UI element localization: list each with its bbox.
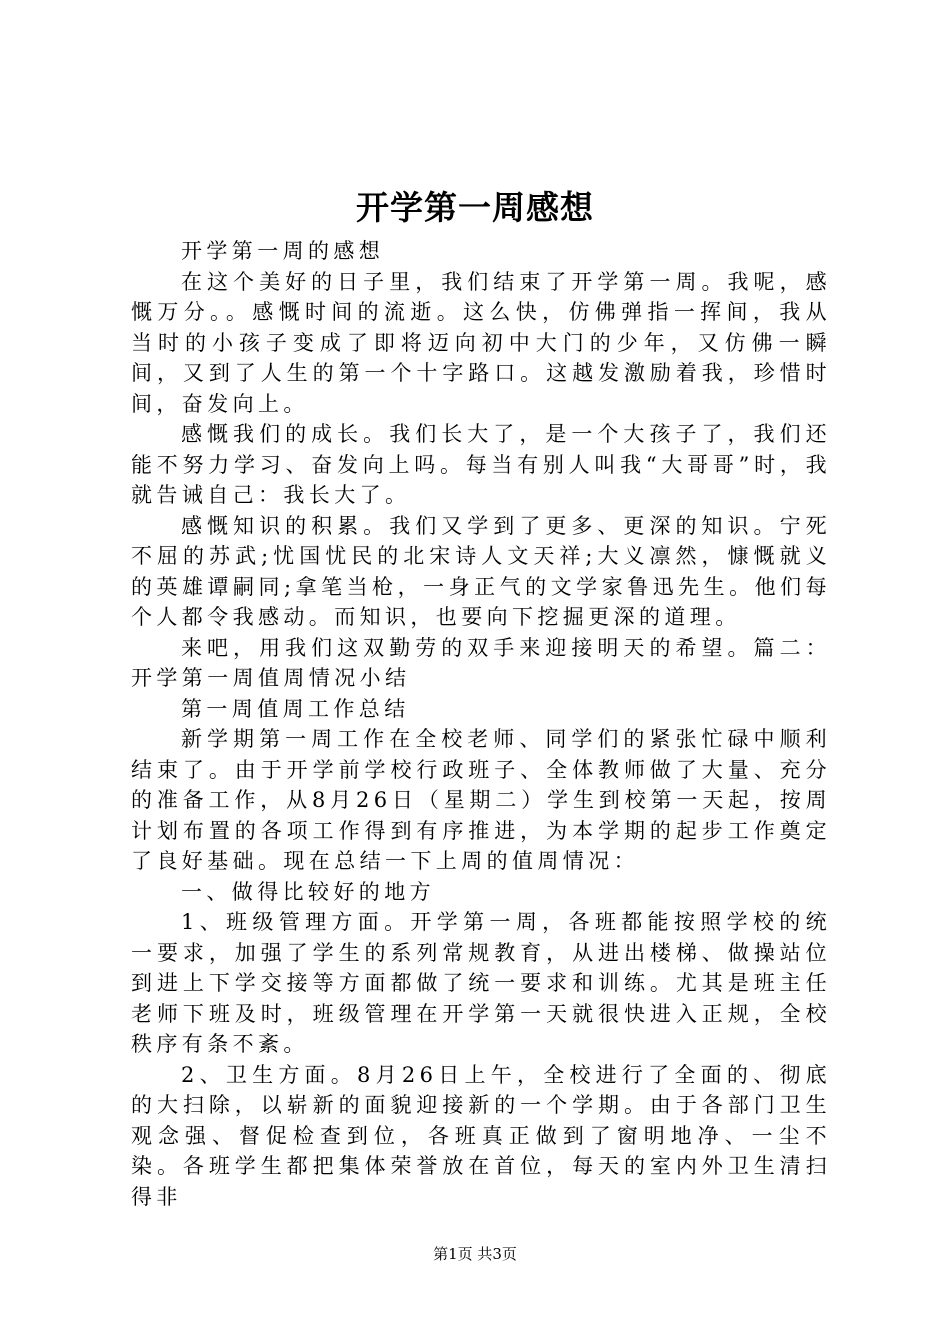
document-body (131, 236, 831, 1212)
paragraph: 新学期第一周工作在全校老师、同学们的紧张忙碌中顺利结束了。由于开学前学校行政班子、全体教师做了大量、充分的准备工作，从8月26日（星期二）学生到校第一天起，按周计划布置的各项工作得到有序推进，为本学期的起步工作奠定了良好基础。现在总结一下上周的值周情况： (131, 727, 831, 873)
paragraph: 一、做得比较好的地方 (181, 879, 435, 904)
paragraph: 第一周值周工作总结 (181, 696, 410, 721)
paragraph: 在这个美好的日子里，我们结束了开学第一周。我呢，感慨万分。。感慨时间的流逝。这么快，仿佛弹指一挥间，我从当时的小孩子变成了即将迈向初中大门的少年，又仿佛一瞬间，又到了人生的第一个十字路口。这越发激励着我，珍惜时间，奋发向上。 (131, 269, 831, 416)
paragraph: 1、班级管理方面。开学第一周，各班都能按照学校的统一要求，加强了学生的系列常规教育，从进出楼梯、做操站位到进上下学交接等方面都做了统一要求和训练。尤其是班主任老师下班及时，班级管理在开学第一天就很快进入正规，全校秩序有条不紊。 (131, 910, 831, 1056)
paragraph: 来吧，用我们这双勤劳的双手来迎接明天的希望。篇二：开学第一周值周情况小结 (131, 635, 831, 690)
paragraph: 开学第一周的感想 (181, 239, 385, 263)
paragraph: 感慨知识的积累。我们又学到了更多、更深的知识。宁死不屈的苏武;忧国忧民的北宋诗人文天祥;大义凛然，慷慨就义的英雄谭嗣同;拿笔当枪，一身正气的文学家鲁迅先生。他们每个人都令我感动。而知识，也要向下挖掘更深的道理。 (131, 513, 831, 629)
paragraph: 2、卫生方面。8月26日上午，全校进行了全面的、彻底的大扫除，以崭新的面貌迎接新的一个学期。由于各部门卫生观念强、督促检查到位，各班真正做到了窗明地净、一尘不染。各班学生都把集体荣誉放在首位，每天的室内外卫生清扫得非 (131, 1062, 831, 1209)
paragraph: 感慨我们的成长。我们长大了，是一个大孩子了，我们还能不努力学习、奋发向上吗。每当有别人叫我“大哥哥”时，我就告诫自己：我长大了。 (131, 422, 831, 507)
document-title: 开学第一周感想 (356, 188, 594, 227)
page-footer: 第1页 共3页 (433, 1245, 517, 1263)
